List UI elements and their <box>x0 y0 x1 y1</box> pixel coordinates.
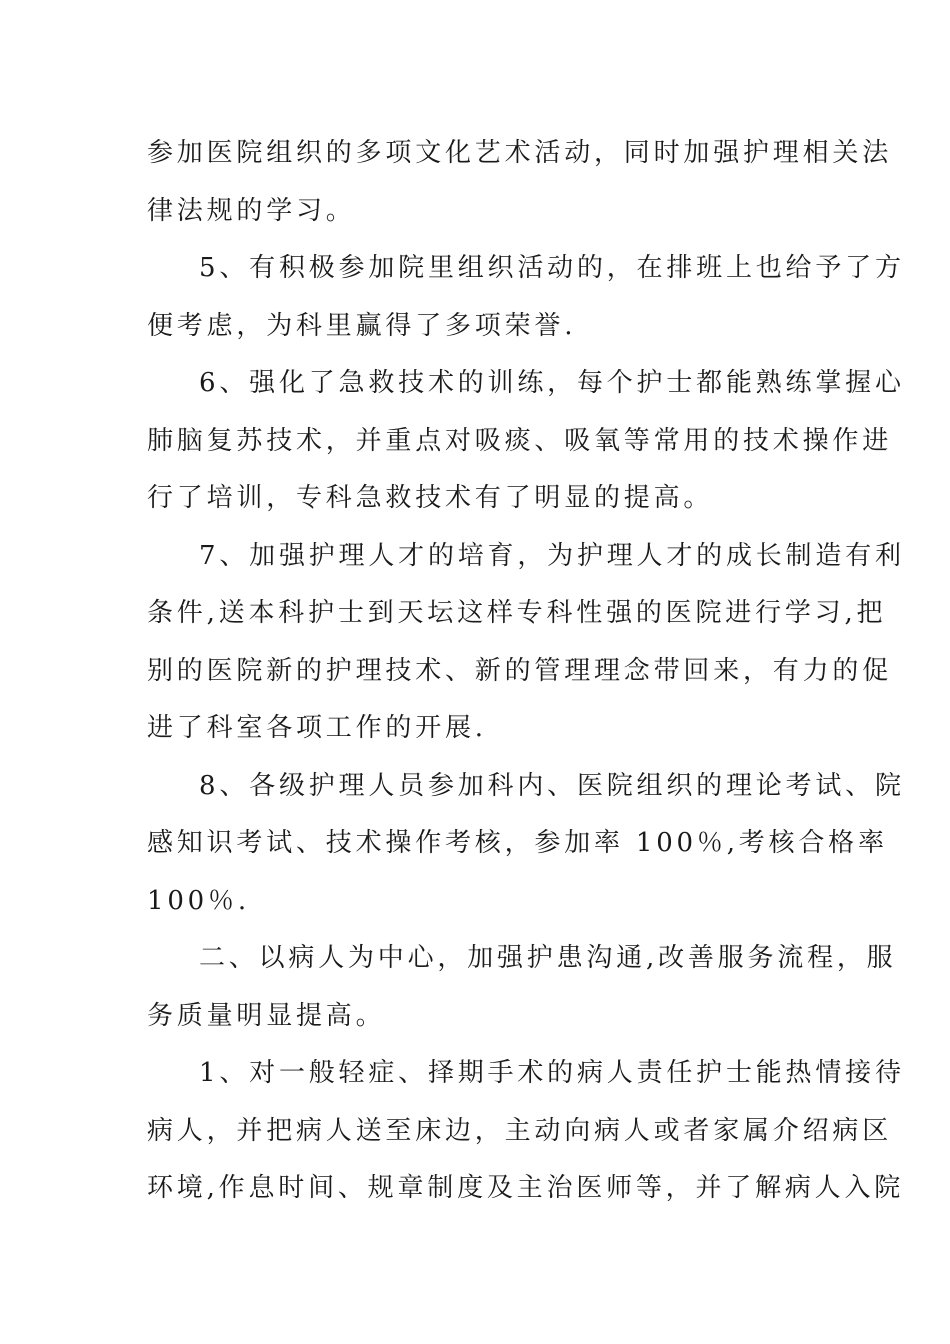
text-line: 条件,送本科护士到天坛这样专科性强的医院进行学习,把 <box>147 598 887 628</box>
text-line: 别的医院新的护理技术、新的管理理念带回来，有力的促 <box>147 655 893 686</box>
text-line: 参加医院组织的多项文化艺术活动，同时加强护理相关法 <box>147 138 893 168</box>
text-line: 8、各级护理人员参加科内、医院组织的理论考试、院 <box>199 770 905 801</box>
text-line: 务质量明显提高。 <box>147 1000 386 1031</box>
text-line: 二、以病人为中心，加强护患沟通,改善服务流程，服 <box>199 943 897 973</box>
text-line: 7、加强护理人才的培育，为护理人才的成长制造有利 <box>199 540 905 571</box>
text-line: 进了科室各项工作的开展. <box>147 713 487 743</box>
text-line: 100％. <box>147 885 250 916</box>
text-line: 肺脑复苏技术，并重点对吸痰、吸氧等常用的技术操作进 <box>147 425 893 456</box>
text-line: 律法规的学习。 <box>147 195 356 226</box>
text-line: 6、强化了急救技术的训练，每个护士都能熟练掌握心 <box>199 368 905 398</box>
text-line: 便考虑，为科里赢得了多项荣誉. <box>147 310 577 341</box>
text-line: 感知识考试、技术操作考核，参加率 100％,考核合格率 <box>147 828 888 858</box>
document-body <box>147 125 905 1218</box>
text-line: 病人，并把病人送至床边，主动向病人或者家属介绍病区 <box>147 1115 893 1146</box>
text-line: 1、对一般轻症、择期手术的病人责任护士能热情接待 <box>199 1058 905 1088</box>
text-line: 行了培训，专科急救技术有了明显的提高。 <box>147 483 714 513</box>
text-line: 5、有积极参加院里组织活动的，在排班上也给予了方 <box>199 253 905 283</box>
text-line: 环境,作息时间、规章制度及主治医师等，并了解病人入院 <box>147 1173 905 1203</box>
